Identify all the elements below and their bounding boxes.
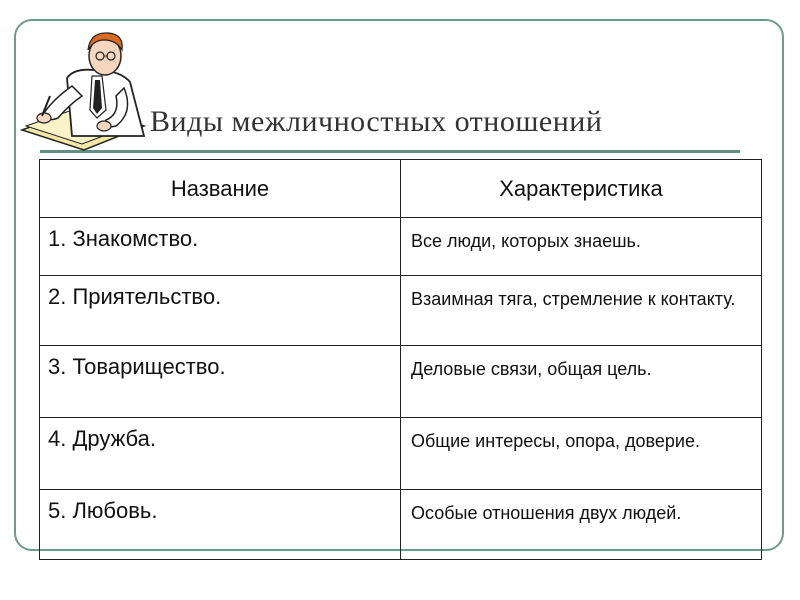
row-name: 1. Знакомство. [40,218,401,276]
table-row [40,346,762,418]
table-row [40,490,762,560]
row-description: Деловые связи, общая цель. [401,346,762,418]
row-description: Взаимная тяга, стремление к контакту. [401,276,762,346]
row-name: 3. Товарищество. [40,346,401,418]
writing-scholar-icon [12,18,172,153]
row-description: Общие интересы, опора, доверие. [401,418,762,490]
row-name: 5. Любовь. [40,490,401,560]
table-row [40,218,762,276]
column-header-name: Название [40,160,401,218]
slide-title: Виды межличностных отношений [150,105,603,138]
row-description: Все люди, которых знаешь. [401,218,762,276]
table-row [40,418,762,490]
row-name: 4. Дружба. [40,418,401,490]
column-header-characteristic: Характеристика [401,160,762,218]
row-name: 2. Приятельство. [40,276,401,346]
row-description: Особые отношения двух людей. [401,490,762,560]
table-row [40,276,762,346]
relations-table [39,159,762,560]
